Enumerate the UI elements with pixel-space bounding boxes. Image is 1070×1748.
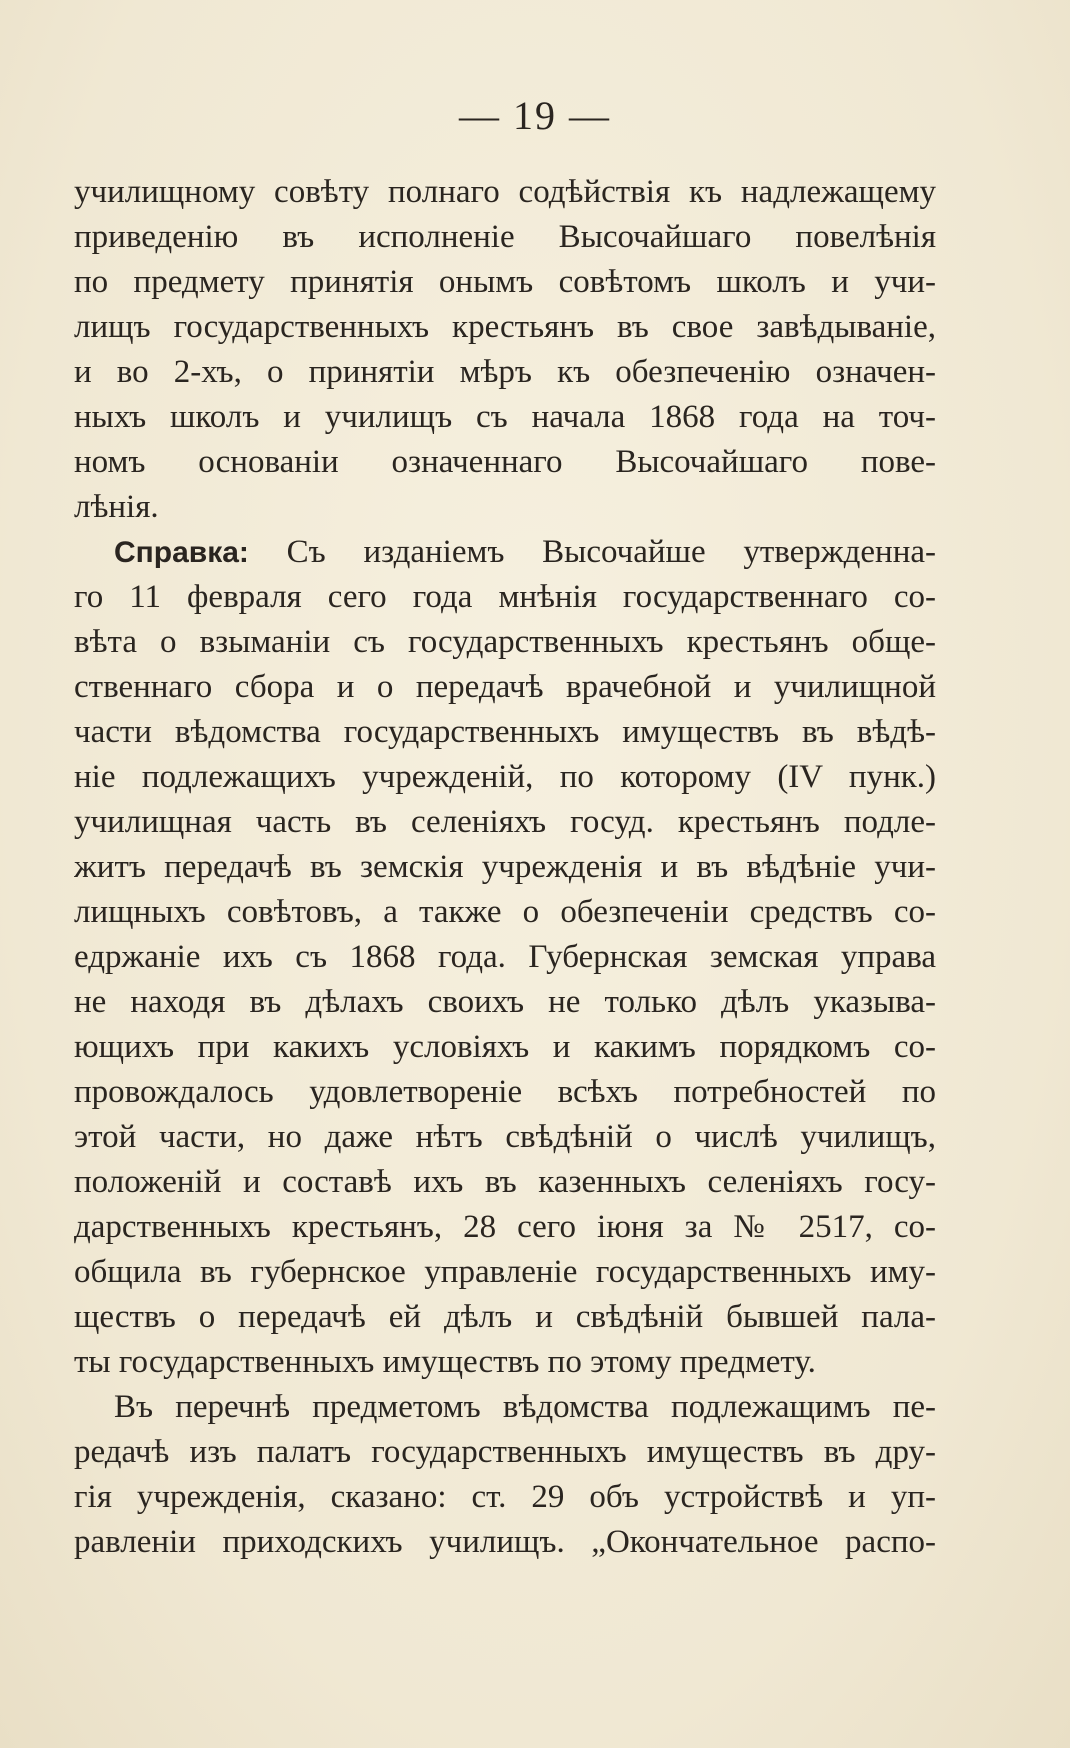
text-line: лѣнія. <box>74 489 159 525</box>
text-line: гія учрежденія, сказано: ст. 29 объ устройствѣ и уп- <box>74 1479 936 1515</box>
text-line: вѣта о взыманіи съ государственныхъ крестьянъ обще- <box>74 624 936 660</box>
text-line: училищная часть въ селеніяхъ госуд. крестьянъ подле- <box>74 804 936 840</box>
text-line: едржаніе ихъ съ 1868 года. Губернская земская управа <box>74 939 936 975</box>
text-line: этой части, но даже нѣтъ свѣдѣній о числѣ училищъ, <box>74 1119 936 1155</box>
text-line: ственнаго сбора и о передачѣ врачебной и училищной <box>74 669 936 705</box>
text-line: ющихъ при какихъ условіяхъ и какимъ порядкомъ со- <box>74 1029 936 1065</box>
reference-label: Справка: <box>114 536 249 569</box>
text-line: дарственныхъ крестьянъ, 28 сего іюня за № 2517, со- <box>74 1209 936 1245</box>
text-line: Въ перечнѣ предметомъ вѣдомства подлежащимъ пе- <box>114 1389 936 1425</box>
text-line: ныхъ школъ и училищъ съ начала 1868 года на точ- <box>74 399 936 435</box>
text-line: житъ передачѣ въ земскія учрежденія и въ вѣдѣніе учи- <box>74 849 936 885</box>
text-line: училищному совѣту полнаго содѣйствія къ надлежащему <box>74 174 936 210</box>
text-line: редачѣ изъ палатъ государственныхъ имуществъ въ дру- <box>74 1434 936 1470</box>
text-line: равленіи приходскихъ училищъ. „Окончательное распо- <box>74 1524 936 1560</box>
text-line-content: Съ изданіемъ Высочайше утвержденна- <box>248 534 936 570</box>
text-line: провождалось удовлетвореніе всѣхъ потребностей по <box>74 1074 936 1110</box>
body-text <box>74 170 936 1565</box>
text-line: номъ основаніи означеннаго Высочайшаго пове- <box>74 444 936 480</box>
text-line: приведенію въ исполненіе Высочайшаго повелѣнія <box>74 219 936 255</box>
text-line: лищъ государственныхъ крестьянъ въ свое завѣдываніе, <box>74 309 936 345</box>
text-line: ществъ о передачѣ ей дѣлъ и свѣдѣній бывшей пала- <box>74 1299 936 1335</box>
text-line: по предмету принятія онымъ совѣтомъ школъ и учи- <box>74 264 936 300</box>
text-line: части вѣдомства государственныхъ имуществъ въ вѣдѣ- <box>74 714 936 750</box>
text-line <box>74 530 936 575</box>
text-line: ты государственныхъ имуществъ по этому предмету. <box>74 1344 816 1380</box>
text-line: общила въ губернское управленіе государственныхъ иму- <box>74 1254 936 1290</box>
text-line: не находя въ дѣлахъ своихъ не только дѣлъ указыва- <box>74 984 936 1020</box>
text-line: лищныхъ совѣтовъ, а также о обезпеченіи средствъ со- <box>74 894 936 930</box>
text-line: го 11 февраля сего года мнѣнія государственнаго со- <box>74 579 936 615</box>
text-line: ніе подлежащихъ учрежденій, по которому (IV пунк.) <box>74 759 936 795</box>
text-line: положеній и составѣ ихъ въ казенныхъ селеніяхъ госу- <box>74 1164 936 1200</box>
text-line: и во 2-хъ, о принятіи мѣръ къ обезпеченію означен- <box>74 354 936 390</box>
page-number: — 19 — <box>459 93 611 138</box>
